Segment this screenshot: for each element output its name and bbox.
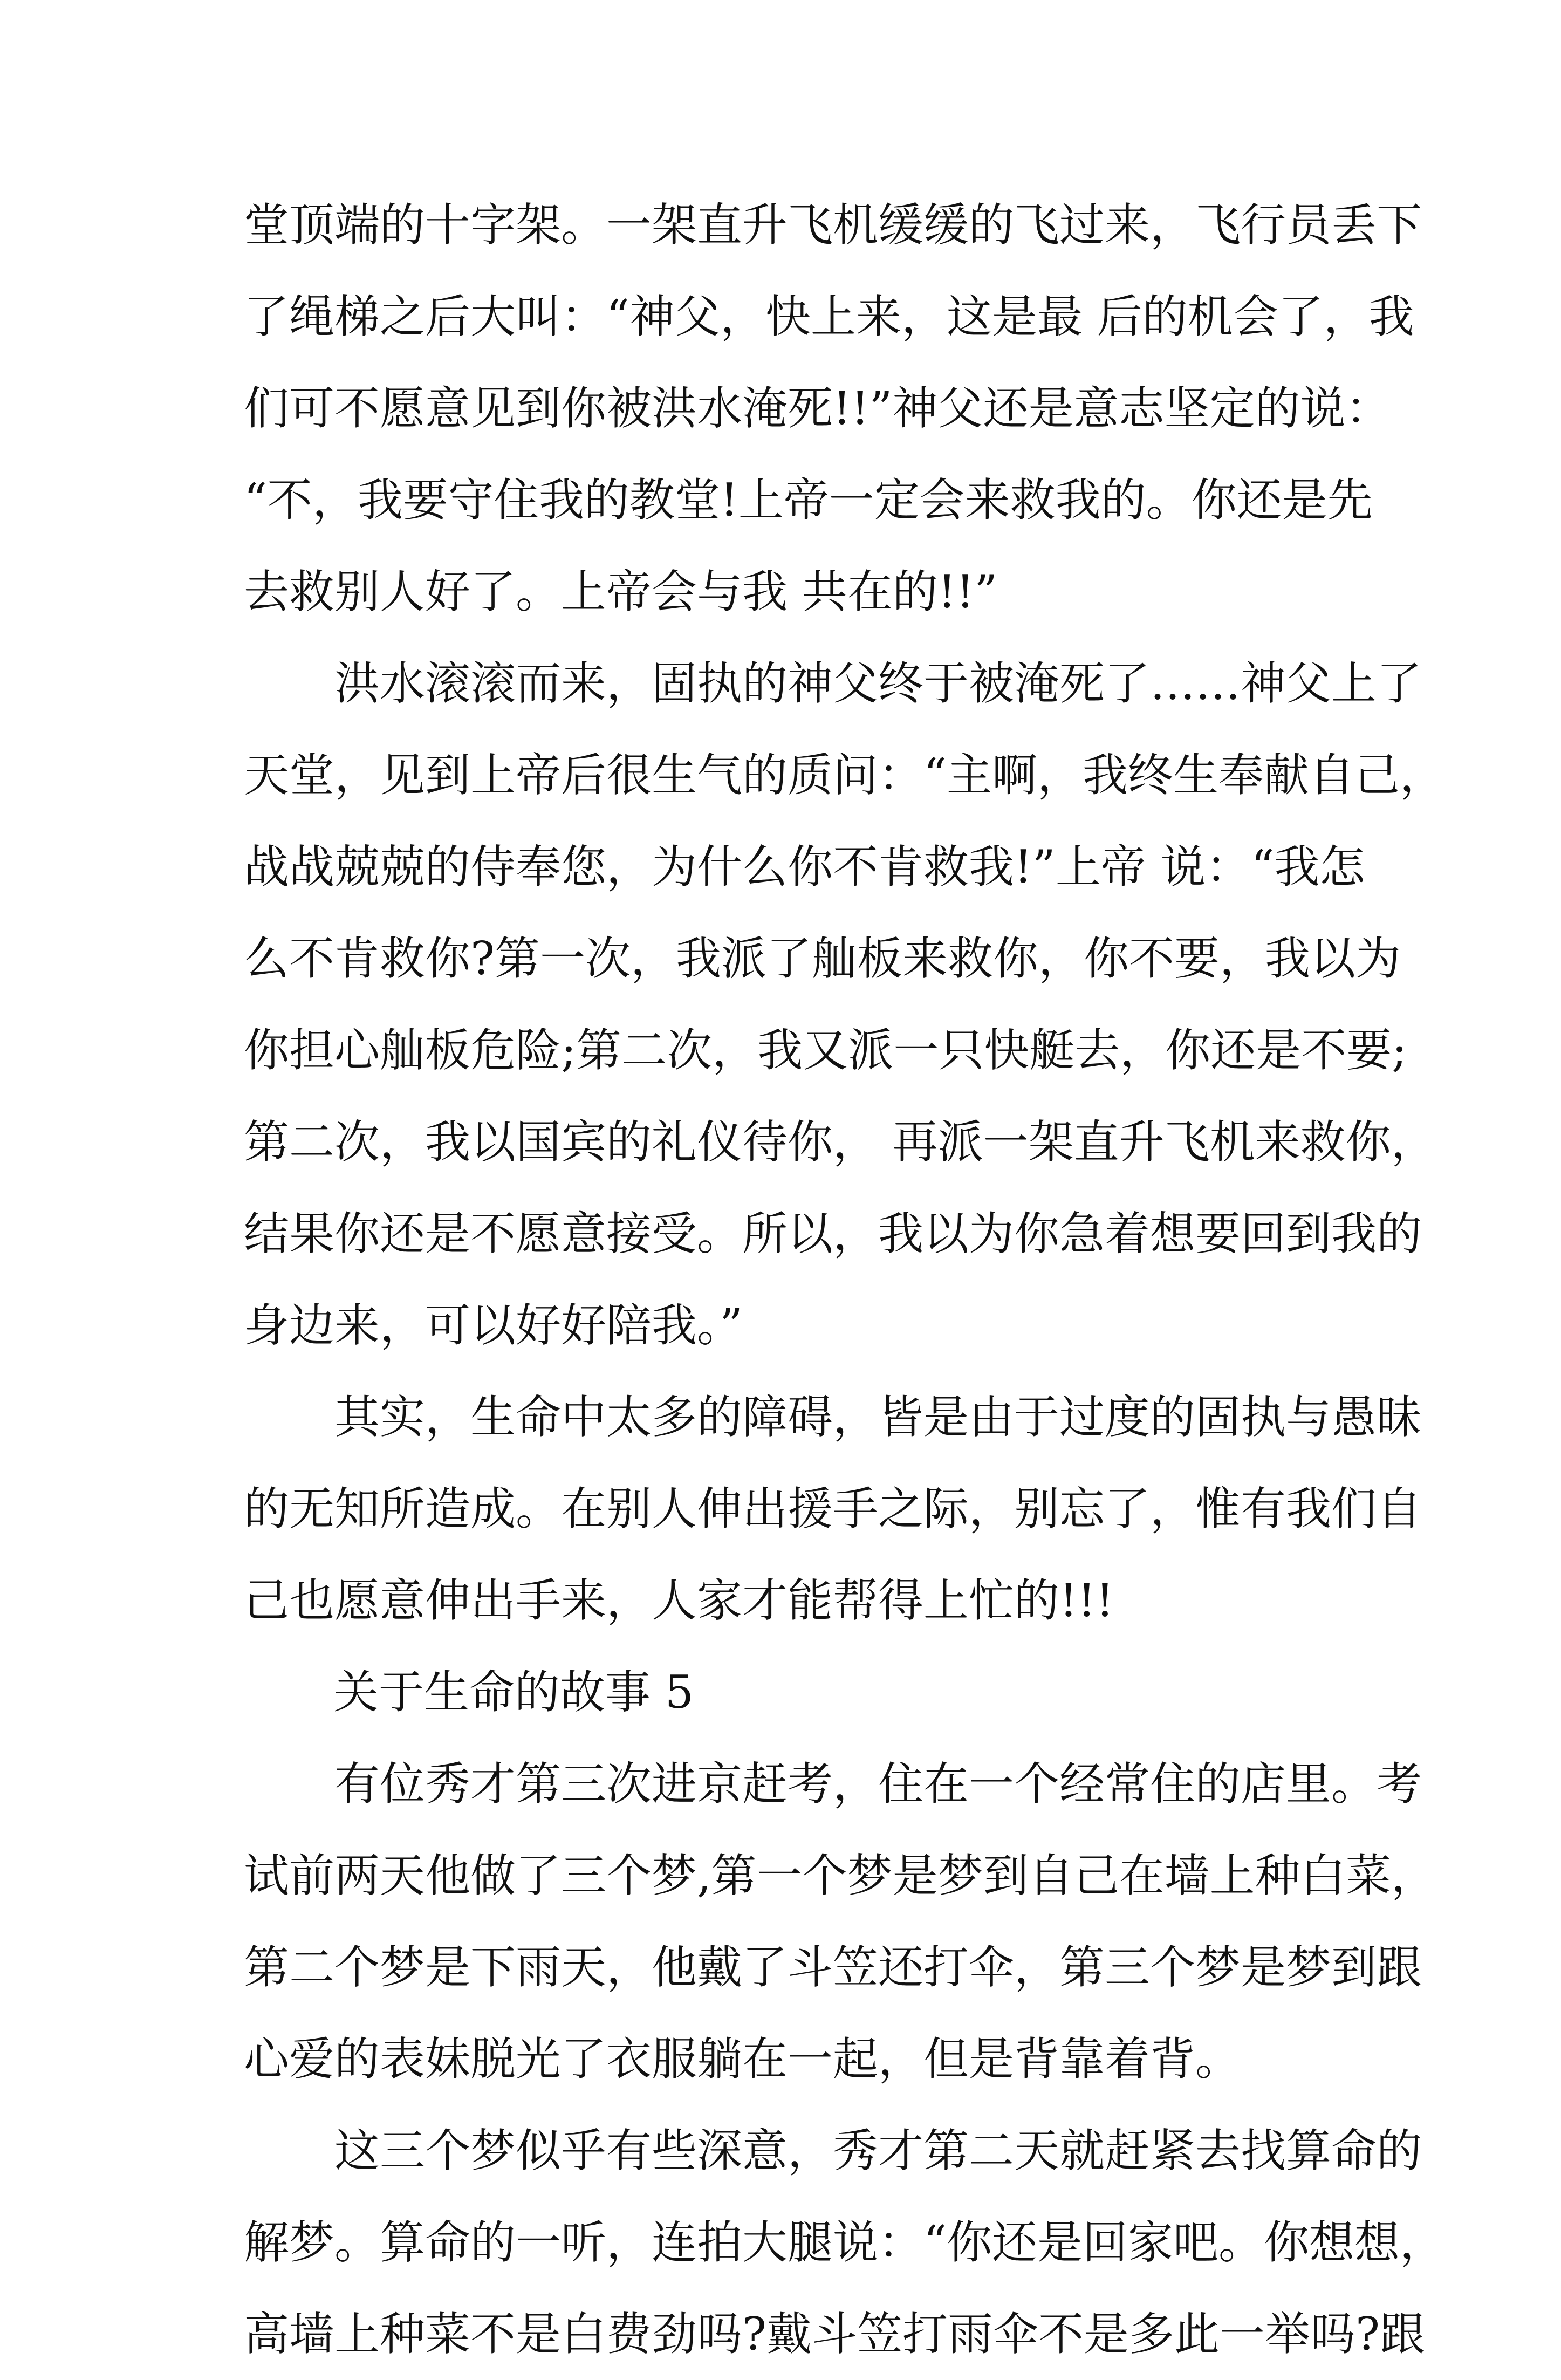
text-line: 洪水滚滚而来，固执的神父终于被淹死了……神父上了 <box>244 657 1422 710</box>
text-line: 第二个梦是下雨天，他戴了斗笠还打伞，第三个梦是梦到跟 <box>244 1941 1422 1994</box>
text-line: 的无知所造成。在别人伸出援手之际，别忘了，惟有我们自 <box>244 1482 1422 1535</box>
text-line: 试前两天他做了三个梦,第一个梦是梦到自己在墙上种白菜， <box>244 1849 1436 1902</box>
text-line: 战战兢兢的侍奉您，为什么你不肯救我!”上帝 说：“我怎 <box>244 840 1365 893</box>
paragraph <box>244 179 1422 638</box>
text-line: 己也愿意伸出手来，人家才能帮得上忙的!!! <box>244 1574 1114 1627</box>
section-heading <box>244 1646 1328 1738</box>
text-line: 身边来，可以好好陪我。” <box>244 1299 743 1352</box>
text-line: “不，我要守住我的教堂!上帝一定会来救我的。你还是先 <box>244 474 1373 526</box>
text-line: 心爱的表妹脱光了衣服躺在一起，但是背靠着背。 <box>244 2033 1241 2085</box>
text-line: 有位秀才第三次进京赶考，住在一个经常住的店里。考 <box>244 1757 1422 1810</box>
text-line: 们可不愿意见到你被洪水淹死!!”神父还是意志坚定的说： <box>244 382 1391 435</box>
text-line: 第二次，我以国宾的礼仪待你， 再派一架直升飞机来救你， <box>244 1116 1436 1168</box>
heading-text: 关于生命的故事 5 <box>333 1666 694 1719</box>
paragraph <box>244 2105 1445 2380</box>
text-line: 这三个梦似乎有些深意，秀才第二天就赶紧去找算命的 <box>244 2124 1422 2177</box>
paragraph <box>244 1371 1422 1646</box>
text-line: 你担心舢板危险;第二次，我又派一只快艇去，你还是不要; <box>244 1024 1407 1077</box>
text-line: 去救别人好了。上帝会与我 共在的!!” <box>244 565 998 618</box>
document-body <box>244 179 1445 2380</box>
text-line: 解梦。算命的一听，连拍大腿说：“你还是回家吧。你想想， <box>244 2216 1445 2269</box>
text-line: 天堂，见到上帝后很生气的质问：“主啊，我终生奉献自己， <box>244 749 1445 802</box>
text-line: 其实，生命中太多的障碍，皆是由于过度的固执与愚昧 <box>244 1391 1422 1444</box>
text-line: 结果你还是不愿意接受。所以，我以为你急着想要回到我的 <box>244 1207 1422 1260</box>
text-line: 高墙上种菜不是白费劲吗?戴斗笠打雨伞不是多此一举吗?跟 <box>244 2308 1426 2361</box>
text-line: 了绳梯之后大叫：“神父，快上来，这是最 后的机会了，我 <box>244 290 1414 343</box>
text-line: 堂顶端的十字架。一架直升飞机缓缓的飞过来，飞行员丢下 <box>244 199 1422 251</box>
text-line: 么不肯救你?第一次，我派了舢板来救你，你不要，我以为 <box>244 932 1401 985</box>
paragraph <box>244 1738 1436 2105</box>
paragraph <box>244 638 1445 1371</box>
